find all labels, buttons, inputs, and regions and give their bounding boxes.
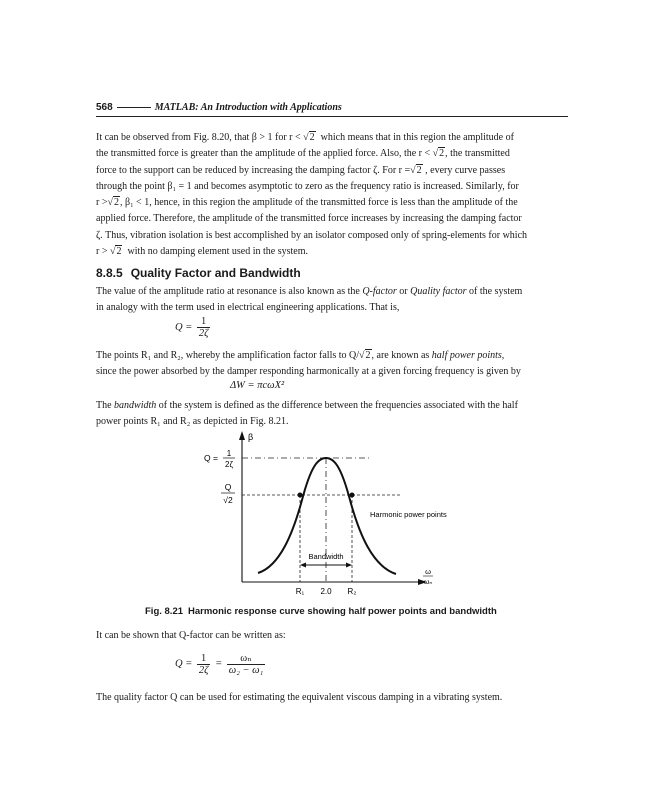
x-axis-label-denominator: ωₙ [423,579,433,586]
p1-line-4: through the point β₁ = 1 and becomes asymptotic to zero as the frequency ratio is increased. Similarly, for [96,180,519,192]
q-peak-lhs: Q = [204,453,218,463]
q-peak-denominator: 2ζ [225,460,233,469]
tick-label-r2: R₂ [347,587,357,596]
half-power-point-r2 [350,493,355,498]
p6-line-1: The quality factor Q can be used for estimating the equivalent viscous damping in a vibrating system. [96,692,503,703]
q-half-numerator: Q [224,482,232,492]
header-rule [117,107,151,108]
p1-line-5: r >√2, β₁ < 1, hence, in this region the amplitude of the transmitted force is less than the amplitude of the [96,197,518,209]
sqrt-symbol: √2 [303,132,315,143]
bandwidth-arrow-left [300,563,306,568]
y-axis-arrow [239,431,245,440]
bandwidth-label: Bandwidth [308,552,344,561]
harmonic-response-figure [190,428,480,603]
p1-line-8: r > √2 with no damping element used in the system. [96,246,309,258]
q-half-denominator: √2 [223,495,233,505]
section-title: Quality Factor and Bandwidth [130,266,301,280]
p1-line-7: ζ. Thus, vibration isolation is best accomplished by an isolator composed only of spring-elements for which [96,229,528,241]
half-power-point-r1 [298,493,303,498]
p4-line-2: power points R₁ and R₂ as depicted in Fig. 8.21. [96,416,289,428]
equation-q-bandwidth: Q = $\frac{1}{2\zeta}$ = $\frac{\text{ωₙ}}{\text{ω₂ − ω₁}}$ [175,652,264,676]
p3-line-2: since the power absorbed by the damper responding harmonically at a given forcing frequency is given by [96,366,521,378]
paragraph-1 [96,130,568,260]
section-heading [96,266,301,280]
p4-line-1: The bandwidth of the system is defined as the difference between the frequencies associated with the half [96,400,518,411]
book-title: MATLAB: An Introduction with Applications [154,102,342,113]
page-number: 568 [96,102,113,113]
q-peak-numerator: 1 [226,449,232,458]
p1-line-1: It can be observed from Fig. 8.20, that β > 1 for r < √2 which means that in this region the amplitude of [96,130,568,146]
section-number: 8.8.5 [96,266,123,280]
p2-line-2: in analogy with the term used in electrical engineering applications. That is, [96,302,400,314]
p1-line-2: the transmitted force is greater than the amplitude of the applied force. Also, the r < √2, the transmitted [96,148,510,160]
y-axis-label: β [248,432,254,442]
x-axis-label-numerator: ω [425,567,431,576]
caption-text: Harmonic response curve showing half power points and bandwidth [188,606,497,617]
equation-q-factor: Q = $\frac{1}{2\zeta}$ [175,316,209,339]
p5-line-1: It can be shown that Q-factor can be written as: [96,630,286,641]
figure-caption [145,606,497,617]
harmonic-power-points-label: Harmonic power points [370,510,447,519]
tick-label-r1: R₁ [295,587,305,596]
p3-line-1: The points R₁ and R₂, whereby the amplification factor falls to Q/√2, are known as half power points, [96,350,505,361]
tick-label-center: 2.0 [320,587,332,596]
running-header [96,100,568,117]
bandwidth-arrow-right [346,563,352,568]
paragraph-2 [96,284,568,317]
caption-number: Fig. 8.21 [145,606,184,617]
paragraph-3 [96,348,568,381]
equation-energy: ΔW = πcωX² [230,380,285,391]
paragraph-5 [96,628,568,644]
p1-line-6: applied force. Therefore, the amplitude of the transmitted force increases by increasing the damping factor [96,213,522,225]
paragraph-4 [96,398,568,431]
paragraph-6 [96,690,568,706]
p1-line-3: force to the support can be reduced by increasing the damping factor ζ. For r =√2 , every curve passes [96,164,506,176]
p2-line-1: The value of the amplitude ratio at resonance is also known as the Q-factor or Quality factor of the system [96,286,523,297]
